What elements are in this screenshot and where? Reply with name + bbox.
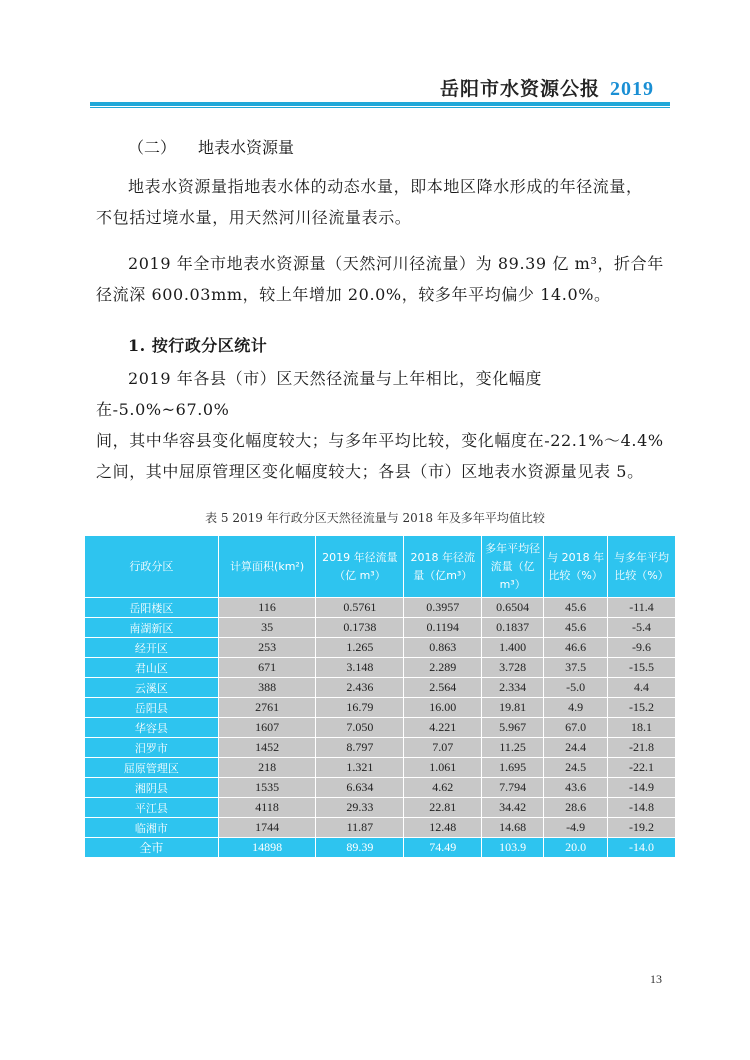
table-cell: 29.33 (316, 798, 404, 818)
table-cell: 45.6 (544, 598, 608, 618)
table-cell: -5.4 (608, 618, 676, 638)
table-total-row (85, 838, 676, 858)
table-cell: 1.400 (482, 638, 544, 658)
table-row (85, 598, 676, 618)
table-cell: 19.81 (482, 698, 544, 718)
total-cell: 74.49 (404, 838, 482, 858)
table-cell: 1.265 (316, 638, 404, 658)
table-caption: 表 5 2019 年行政分区天然径流量与 2018 年及多年平均值比较 (205, 511, 545, 525)
table-cell: 3.148 (316, 658, 404, 678)
table-cell: 1744 (218, 818, 316, 838)
region-name-cell: 云溪区 (85, 678, 219, 698)
table-cell: 6.634 (316, 778, 404, 798)
table-cell: 12.48 (404, 818, 482, 838)
table-cell: 4.9 (544, 698, 608, 718)
table-row (85, 798, 676, 818)
table-cell: 0.863 (404, 638, 482, 658)
table-cell: 7.794 (482, 778, 544, 798)
table-header-row (85, 536, 676, 598)
table-cell: 2.334 (482, 678, 544, 698)
paragraph-line: 地表水资源量指地表水体的动态水量，即本地区降水形成的年径流量， (128, 177, 643, 196)
region-name-cell: 屈原管理区 (85, 758, 219, 778)
table-cell: 0.1738 (316, 618, 404, 638)
paragraph-line: 间，其中华容县变化幅度较大；与多年平均比较，变化幅度在-22.1%～4.4% (96, 431, 664, 450)
region-name-cell: 湘阴县 (85, 778, 219, 798)
table-cell: 16.79 (316, 698, 404, 718)
region-name-cell: 汨罗市 (85, 738, 219, 758)
table-cell: 18.1 (608, 718, 676, 738)
table-cell: 67.0 (544, 718, 608, 738)
table-cell: 4118 (218, 798, 316, 818)
section-heading (128, 135, 294, 158)
paragraph-line: 2019 年全市地表水资源量（天然河川径流量）为 89.39 亿 m³，折合年 (128, 254, 664, 273)
table-cell: 28.6 (544, 798, 608, 818)
section-number: （二） (128, 138, 177, 157)
table-cell: 16.00 (404, 698, 482, 718)
table-cell: 2761 (218, 698, 316, 718)
table-cell: 43.6 (544, 778, 608, 798)
table-cell: 11.25 (482, 738, 544, 758)
table-row (85, 818, 676, 838)
table-cell: 1535 (218, 778, 316, 798)
table-cell: 0.1837 (482, 618, 544, 638)
table-row (85, 738, 676, 758)
table-cell: 24.5 (544, 758, 608, 778)
table-cell: -22.1 (608, 758, 676, 778)
table-header-cell: 多年平均径流量（亿 m³） (482, 536, 544, 598)
paragraph-summary (96, 248, 666, 310)
total-label-cell: 全市 (85, 838, 219, 858)
table-cell: -21.8 (608, 738, 676, 758)
table-cell: 2.289 (404, 658, 482, 678)
table-cell: 14.68 (482, 818, 544, 838)
table-cell: 1607 (218, 718, 316, 738)
table-cell: -9.6 (608, 638, 676, 658)
table-cell: 7.050 (316, 718, 404, 738)
table-header-cell: 计算面积(km²) (218, 536, 316, 598)
table-row (85, 678, 676, 698)
table-cell: 24.4 (544, 738, 608, 758)
paragraph-line: 径流深 600.03mm，较上年增加 20.0%，较多年平均偏少 14.0%。 (96, 285, 611, 304)
table-cell: 34.42 (482, 798, 544, 818)
table-cell: 388 (218, 678, 316, 698)
table-cell: 671 (218, 658, 316, 678)
table-cell: 1.321 (316, 758, 404, 778)
table-cell: 22.81 (404, 798, 482, 818)
table-cell: 35 (218, 618, 316, 638)
table-row (85, 618, 676, 638)
table-cell: 1.695 (482, 758, 544, 778)
table-cell: 0.5761 (316, 598, 404, 618)
table-cell: 0.6504 (482, 598, 544, 618)
region-name-cell: 临湘市 (85, 818, 219, 838)
table-cell: 253 (218, 638, 316, 658)
table-cell: 45.6 (544, 618, 608, 638)
paragraph-line: 之间，其中屈原管理区变化幅度较大；各县（市）区地表水资源量见表 5。 (96, 462, 644, 481)
region-name-cell: 岳阳县 (85, 698, 219, 718)
table-cell: -15.5 (608, 658, 676, 678)
table-cell: 3.728 (482, 658, 544, 678)
region-name-cell: 经开区 (85, 638, 219, 658)
table-cell: 0.3957 (404, 598, 482, 618)
table-header-cell: 行政分区 (85, 536, 219, 598)
table-header-cell: 2019 年径流量（亿 m³） (316, 536, 404, 598)
table-cell: 37.5 (544, 658, 608, 678)
table-cell: 2.564 (404, 678, 482, 698)
table-cell: 116 (218, 598, 316, 618)
table-row (85, 778, 676, 798)
table-cell: -19.2 (608, 818, 676, 838)
table-cell: 4.221 (404, 718, 482, 738)
table-cell: 11.87 (316, 818, 404, 838)
table-cell: -4.9 (544, 818, 608, 838)
table-row (85, 658, 676, 678)
table-cell: -11.4 (608, 598, 676, 618)
runoff-table (84, 535, 676, 858)
table-row (85, 698, 676, 718)
table-cell: -15.2 (608, 698, 676, 718)
paragraph-definition (96, 171, 666, 233)
table-row (85, 718, 676, 738)
table-header-cell: 与 2018 年比较（%） (544, 536, 608, 598)
table-cell: -5.0 (544, 678, 608, 698)
region-name-cell: 岳阳楼区 (85, 598, 219, 618)
table-cell: 1.061 (404, 758, 482, 778)
header-title (440, 74, 654, 101)
paragraph-line: 不包括过境水量，用天然河川径流量表示。 (96, 208, 412, 227)
header-title-text: 岳阳市水资源公报 (439, 78, 600, 100)
table-header-cell: 2018 年径流量（亿m³） (404, 536, 482, 598)
table-cell: 218 (218, 758, 316, 778)
table-row (85, 638, 676, 658)
total-cell: 89.39 (316, 838, 404, 858)
table-cell: 7.07 (404, 738, 482, 758)
section-title: 地表水资源量 (198, 138, 295, 157)
sub-heading: 1. 按行政分区统计 (128, 336, 268, 355)
table-cell: 8.797 (316, 738, 404, 758)
table-cell: 4.4 (608, 678, 676, 698)
total-cell: 103.9 (482, 838, 544, 858)
region-name-cell: 华容县 (85, 718, 219, 738)
page-number: 13 (650, 972, 662, 986)
paragraph-county-stats (96, 363, 666, 487)
total-cell: -14.0 (608, 838, 676, 858)
region-name-cell: 平江县 (85, 798, 219, 818)
region-name-cell: 南湖新区 (85, 618, 219, 638)
table-header-cell: 与多年平均比较（%） (608, 536, 676, 598)
table-row (85, 758, 676, 778)
header-rule-thin (90, 107, 670, 108)
header-rule (90, 102, 670, 106)
table-cell: -14.9 (608, 778, 676, 798)
table-cell: 1452 (218, 738, 316, 758)
header-year: 2019 (610, 78, 654, 100)
table-cell: 4.62 (404, 778, 482, 798)
table-cell: 46.6 (544, 638, 608, 658)
table-cell: 0.1194 (404, 618, 482, 638)
table-cell: -14.8 (608, 798, 676, 818)
total-cell: 20.0 (544, 838, 608, 858)
table-cell: 2.436 (316, 678, 404, 698)
paragraph-line: 2019 年各县（市）区天然径流量与上年相比，变化幅度在-5.0%~67.0% (96, 369, 543, 419)
table-cell: 5.967 (482, 718, 544, 738)
total-cell: 14898 (218, 838, 316, 858)
region-name-cell: 君山区 (85, 658, 219, 678)
